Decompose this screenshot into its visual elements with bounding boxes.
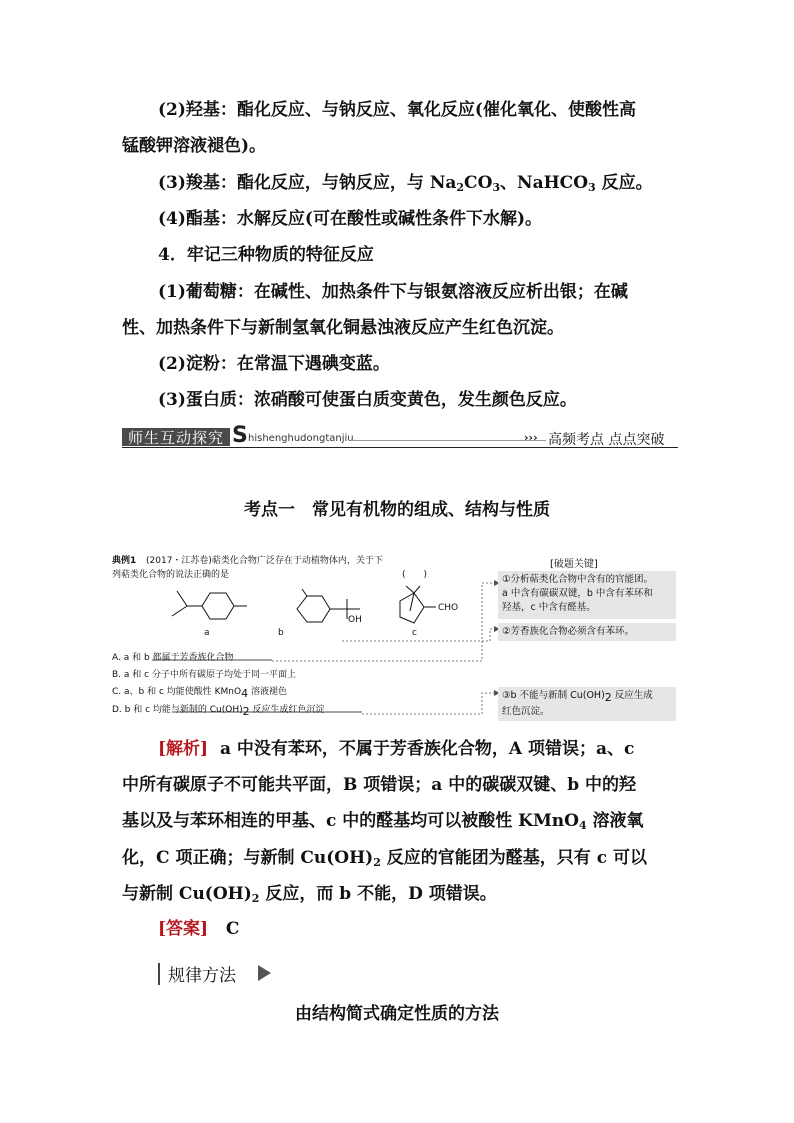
play-triangle-icon	[258, 965, 271, 981]
method-label: 规律方法	[168, 966, 236, 986]
analysis-line2: 中所有碳原子不可能共平面，B 项错误；a 中的碳碳双键、b 中的羟	[122, 775, 637, 795]
answer-tag: [答案]	[158, 919, 209, 939]
analysis-line1: [解析] a 中没有苯环，不属于芳香族化合物，A 项错误；a、c	[158, 739, 635, 759]
answer-value: C	[225, 919, 240, 939]
para-hydroxyl-line1: (2)羟基：酯化反应、与钠反应、氧化反应(催化氧化、使酸性高	[158, 100, 636, 120]
key1-line2: a 中含有碳碳双键，b 中含有苯环和	[502, 588, 653, 599]
key-box-3	[498, 687, 676, 721]
para-ester: (4)酯基：水解反应(可在酸性或碱性条件下水解)。	[158, 209, 543, 229]
section-banner	[122, 425, 678, 449]
option-d: D. b 和 c 均能与新制的 $Cu(OH)_2$ 反应生成红色沉淀	[112, 705, 325, 718]
para-protein: (3)蛋白质：浓硝酸可使蛋白质变黄色，发生颜色反应。	[158, 390, 577, 410]
banner-pinyin: hishenghudongtanjiu	[248, 433, 354, 444]
molecule-b-label: b	[278, 628, 284, 638]
molecule-c-cho: CHO	[438, 603, 459, 613]
banner-arrows-icon: ›››	[524, 431, 538, 444]
section-title: 考点一 常见有机物的组成、结构与性质	[244, 500, 550, 520]
heading-three-substances: 4．牢记三种物质的特征反应	[158, 245, 374, 265]
example-answer-paren: ( )	[402, 570, 428, 580]
key3-line2: 红色沉淀。	[502, 706, 550, 717]
example-figure	[112, 553, 678, 723]
option-c: C. a、b 和 c 均能使酸性 KMnO$_4$ 溶液褪色	[112, 687, 287, 700]
answer-line	[158, 917, 239, 941]
analysis-line3: 基以及与苯环相连的甲基、c 中的醛基均可以被酸性 KMnO$_4$ 溶液氧	[122, 811, 644, 832]
analysis-line5: 与新制 $Cu(OH)_2$ 反应，而 b 不能，D 项错误。	[122, 884, 497, 905]
banner-rule	[350, 440, 546, 441]
para-carboxyl: (3)羧基：酯化反应，与钠反应，与 $Na_2CO_3$、NaHCO$_3$ 反应。	[158, 173, 653, 194]
analysis-line4: 化，C 项正确；与新制 $Cu(OH)_2$ 反应的官能团为醛基，只有 c 可以	[122, 848, 647, 869]
option-a: A. a 和 b 都属于芳香族化合物	[112, 653, 234, 663]
key3-line1: ③b 不能与新制 $Cu(OH)_2$ 反应生成	[502, 690, 653, 704]
para-glucose-line2: 性、加热条件下与新制氢氧化铜悬浊液反应产生红色沉淀。	[122, 318, 564, 338]
example-question-line2: 列萜类化合物的说法正确的是	[112, 570, 230, 580]
example-question-line1: (2017・江苏卷)萜类化合物广泛存在于动植物体内，关于下	[146, 556, 383, 566]
molecule-c-label: c	[412, 628, 417, 638]
key-box-1	[498, 571, 676, 619]
banner-subtitle: 高频考点 点点突破	[548, 432, 665, 448]
key-title: [破题关键]	[550, 559, 598, 570]
option-b: B. a 和 c 分子中所有碳原子均处于同一平面上	[112, 670, 296, 680]
molecule-a-label: a	[204, 628, 210, 638]
para-hydroxyl-line2: 锰酸钾溶液褪色)。	[122, 136, 267, 156]
banner-title: 师生互动探究	[128, 429, 225, 447]
final-title: 由结构简式确定性质的方法	[295, 1004, 499, 1024]
key1-line1: ①分析萜类化合物中含有的官能团。	[502, 574, 654, 585]
molecule-b-oh: OH	[348, 615, 362, 625]
analysis-tag: [解析]	[158, 739, 209, 759]
key2-line: ②芳香族化合物必须含有苯环。	[502, 626, 635, 637]
key1-line3: 羟基，c 中含有醛基。	[502, 602, 596, 613]
para-glucose-line1: (1)葡萄糖：在碱性、加热条件下与银氨溶液反应析出银；在碱	[158, 282, 628, 302]
banner-s-letter: S	[232, 423, 248, 448]
example-label: 典例1	[112, 556, 137, 566]
banner-underline	[122, 447, 678, 448]
para-starch: (2)淀粉：在常温下遇碘变蓝。	[158, 354, 390, 374]
key-box-2	[498, 623, 676, 641]
method-bar	[158, 963, 160, 985]
